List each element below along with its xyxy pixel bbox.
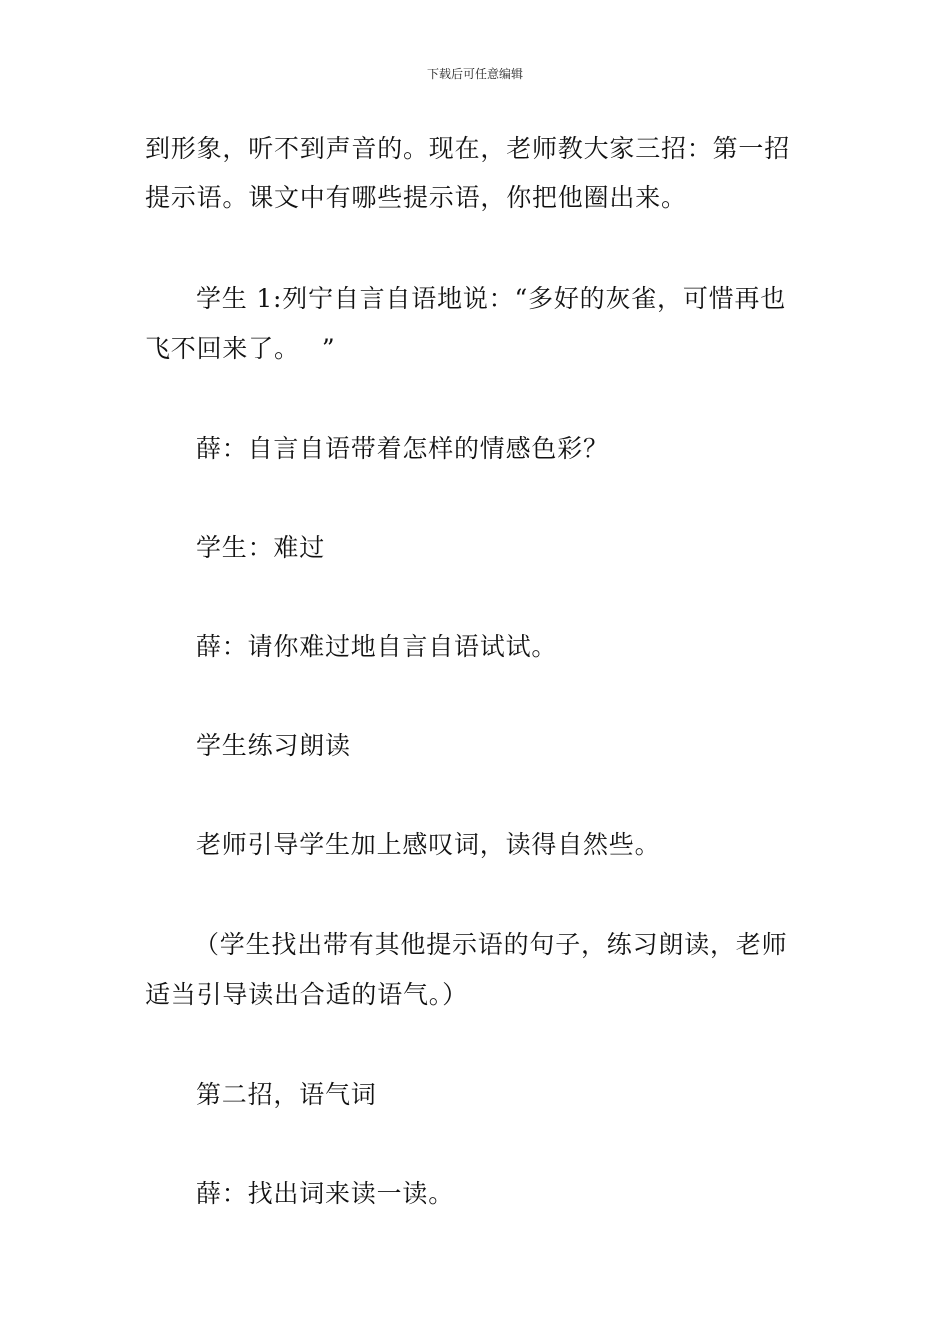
paragraph-2-line-1: 学生 1:列宁自言自语地说：“多好的灰雀，可惜再也 bbox=[196, 284, 787, 313]
paragraph-3: 薛：自言自语带着怎样的情感色彩？ bbox=[196, 434, 609, 463]
page-header: 下载后可任意编辑 bbox=[426, 67, 523, 81]
paragraph-9: 第二招，语气词 bbox=[196, 1080, 377, 1109]
paragraph-5: 薛：请你难过地自言自语试试。 bbox=[196, 632, 558, 661]
paragraph-1-line-2: 提示语。课文中有哪些提示语，你把他圈出来。 bbox=[145, 183, 687, 212]
paragraph-7: 老师引导学生加上感叹词，读得自然些。 bbox=[196, 830, 661, 859]
paragraph-6: 学生练习朗读 bbox=[196, 731, 351, 760]
paragraph-4: 学生：难过 bbox=[196, 533, 326, 562]
paragraph-10: 薛：找出词来读一读。 bbox=[196, 1179, 455, 1208]
paragraph-8-line-1: （学生找出带有其他提示语的句子，练习朗读，老师 bbox=[194, 930, 788, 959]
paragraph-8-line-2: 适当引导读出合适的语气。） bbox=[145, 980, 468, 1009]
paragraph-1-line-1: 到形象，听不到声音的。现在，老师教大家三招：第一招 bbox=[145, 134, 791, 163]
paragraph-2-line-2: 飞不回来了。 ” bbox=[145, 334, 336, 363]
